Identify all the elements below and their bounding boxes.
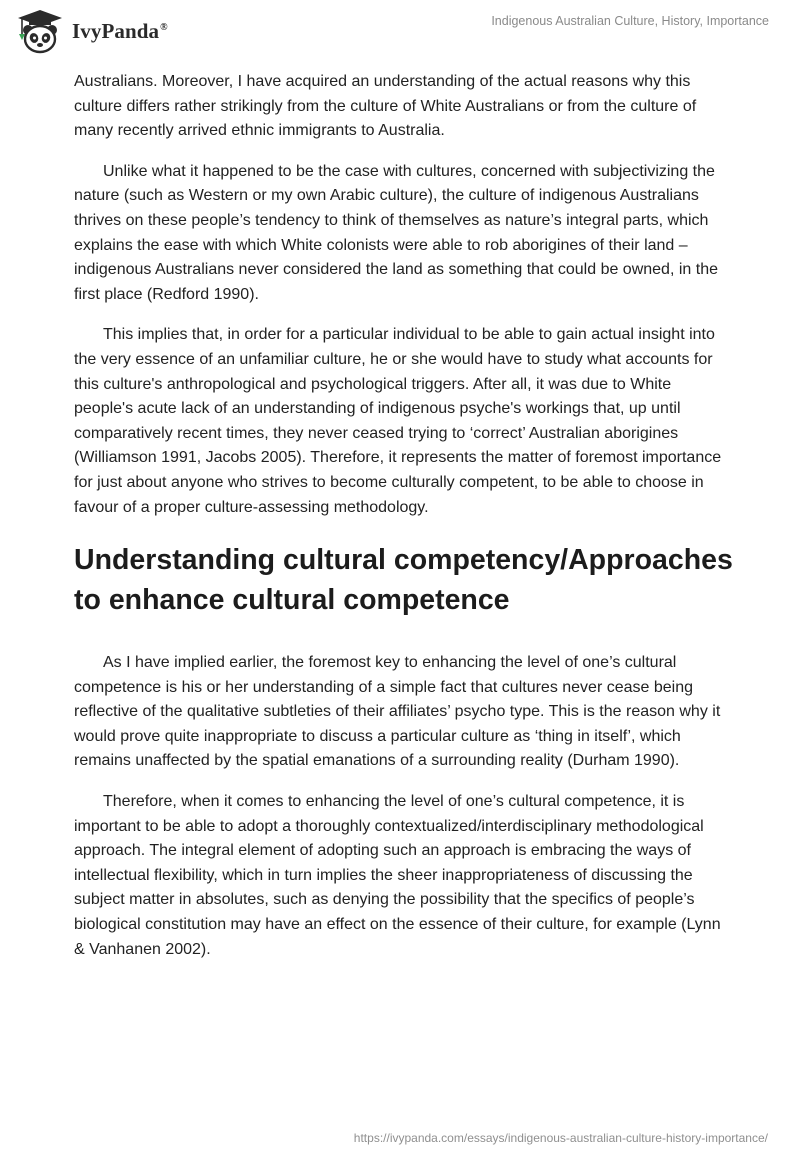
paragraph: Therefore, when it comes to enhancing the level of one’s cultural competence, it is important to be able to adopt a thoroughly contextualized/interdisciplinary methodological approach. The integral element of adopting such an approach is embracing the ways of intellectual flexibility, which in turn implies the sheer inappropriateness of discussing the subject matter in absolutes, such as denying the possibility that the specifics of people’s biological constitution may have an effect on the essence of their culture, for example (Lynn & Vanhanen 2002). bbox=[74, 793, 721, 958]
panda-graduate-icon bbox=[14, 8, 66, 54]
paragraph: This implies that, in order for a particular individual to be able to gain actual insight into the very essence of an unfamiliar culture, he or she would have to study what accounts for this culture's anthropological and psychological triggers. After all, it was due to White people's acute lack of an understanding of indigenous psyche's workings that, up until comparatively recent times, they never ceased trying to ‘correct’ Australian aborigines (Williamson 1991, Jacobs 2005). Therefore, it represents the matter of foremost importance for just about anyone who strives to become culturally competent, to be able to choose in favour of a proper culture-assessing methodology. bbox=[74, 326, 722, 516]
page-header bbox=[0, 0, 800, 70]
section-heading: Understanding cultural competency/Approaches to enhance cultural competence bbox=[74, 544, 733, 617]
source-url[interactable]: https://ivypanda.com/essays/indigenous-australian-culture-history-importance/ bbox=[353, 1131, 768, 1145]
registered-mark: ® bbox=[160, 21, 168, 33]
document-title: Indigenous Australian Culture, History, Importance bbox=[491, 14, 769, 28]
essay-body bbox=[74, 70, 734, 978]
paragraph: Australians. Moreover, I have acquired an understanding of the actual reasons why this culture differs rather strikingly from the culture of White Australians or from the culture of many recently arrived ethnic immigrants to Australia. bbox=[74, 73, 697, 140]
paragraph: Unlike what it happened to be the case with cultures, concerned with subjectivizing the nature (such as Western or my own Arabic culture), the culture of indigenous Australians thrives on these people’s tendency to think of themselves as nature’s integral parts, which explains the ease with which White colonists were able to rob aborigines of their land – indigenous Australians never considered the land as something that could be owned, in the first place (Redford 1990). bbox=[74, 162, 718, 303]
paragraph: As I have implied earlier, the foremost key to enhancing the level of one’s cultural competence is his or her understanding of a simple fact that cultures never cease being reflective of the qualitative subtleties of their affiliates’ psycho type. This is the reason why it would prove quite inappropriate to discuss a particular culture as ‘thing in itself’, which remains unaffected by the spatial emanations of a surrounding reality (Durham 1990). bbox=[74, 654, 721, 770]
brand-logo[interactable] bbox=[14, 8, 168, 54]
brand-name: IvyPanda® bbox=[72, 18, 168, 43]
